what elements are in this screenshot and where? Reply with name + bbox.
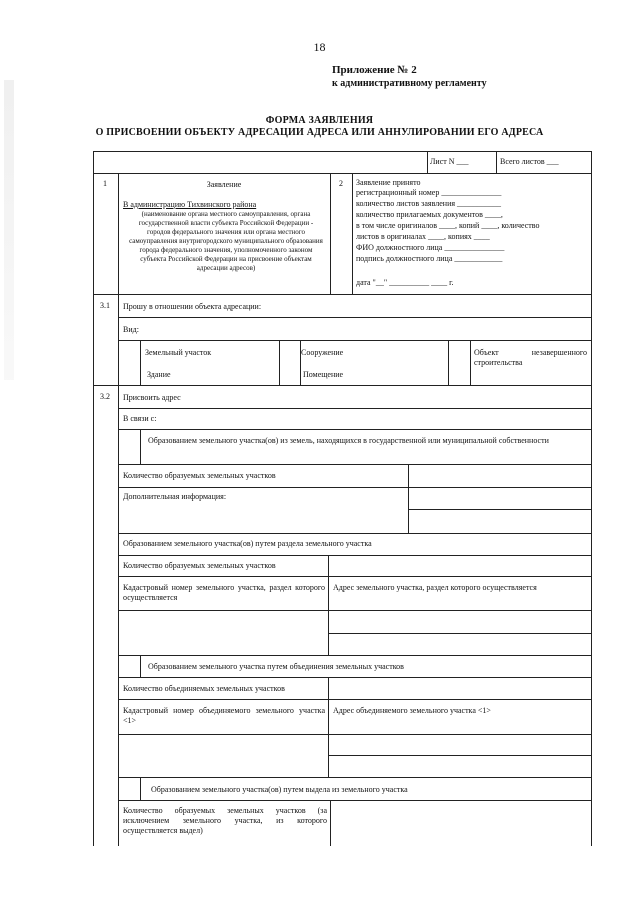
recipient-authority: В администрацию Тихвинского района (123, 200, 257, 209)
appendix-line-2: к административному регламенту (332, 78, 487, 89)
rule (93, 151, 94, 846)
count-merged-plots-label: Количество объединяемых земельных участков (123, 684, 285, 693)
rule (328, 677, 329, 777)
rule (118, 655, 592, 656)
reason-label: В связи с: (123, 414, 157, 423)
rule (118, 408, 592, 409)
rule (118, 800, 592, 801)
rule (118, 487, 592, 488)
rule (118, 317, 592, 318)
assign-address-label: Присвоить адрес (123, 393, 181, 402)
rule (591, 151, 592, 846)
count-formed-plots-label: Количество образуемых земельных участков (123, 471, 276, 480)
acceptance-date: дата "__" __________ ____ г. (356, 278, 454, 287)
rule (328, 755, 592, 756)
reason-formation-by-allocation: Образованием земельного участка(ов) путем выдела из земельного участка (151, 785, 408, 794)
reason-formation-from-lands: Образованием земельного участка(ов) из земель, находящихся в государственной или муниципальной собственности (148, 436, 549, 445)
section-1-number: 1 (103, 179, 107, 188)
rule (118, 734, 592, 735)
rule (140, 655, 141, 677)
rule (93, 385, 592, 386)
kind-label: Вид: (123, 325, 139, 334)
form-title-line-2: О ПРИСВОЕНИИ ОБЪЕКТУ АДРЕСАЦИИ АДРЕСА ИЛИ АННУЛИРОВАНИИ ЕГО АДРЕСА (95, 127, 544, 138)
additional-info-label: Дополнительная информация: (123, 492, 227, 501)
rule (93, 294, 592, 295)
rule (118, 576, 592, 577)
appendix-line-1: Приложение № 2 (332, 64, 417, 76)
option-unfinished-construction: Объект незавершенного строительства (474, 348, 587, 367)
acceptance-line: регистрационный номер _______________ (356, 188, 502, 197)
rule (300, 340, 301, 385)
rule (93, 151, 592, 152)
option-premises: Помещение (303, 370, 344, 379)
rule (352, 173, 353, 294)
form-title (0, 115, 639, 139)
option-building: Здание (147, 370, 171, 379)
recipient-authority-note: (наименование органа местного самоуправления, органа государственной власти субъекта Российской Федерации - городов федерального значения или органа местного самоуправления внутригородского муниципального образования города федерального значения, уполномоченного законом субъекта Российской Федерации на присвоение объектам адресации адресов) (129, 210, 323, 272)
reason-formation-by-merge: Образованием земельного участка путем объединения земельных участков (148, 662, 404, 671)
acceptance-line: листов в оригиналах ____, копиях ____ (356, 232, 490, 241)
rule (118, 610, 592, 611)
rule (118, 464, 592, 465)
acceptance-line: в том числе оригиналов ____, копий ____, количество (356, 221, 540, 230)
rule (330, 800, 331, 846)
address-merge-label: Адрес объединяемого земельного участка <1> (333, 706, 491, 715)
appendix-heading (332, 64, 487, 90)
cadastral-number-merge-label: Кадастровый номер объединяемого земельного участка <1> (123, 706, 325, 725)
rule (140, 340, 141, 385)
reason-formation-by-split: Образованием земельного участка(ов) путем раздела земельного участка (123, 539, 372, 548)
rule (427, 151, 428, 173)
acceptance-line: Заявление принято (356, 178, 421, 187)
rule (408, 464, 409, 533)
sheet-number-field: Лист N ___ (430, 157, 469, 166)
rule (140, 429, 141, 464)
rule (118, 555, 592, 556)
rule (118, 340, 592, 341)
section-3-1-number: 3.1 (100, 301, 110, 310)
rule (279, 340, 280, 385)
rule (93, 173, 592, 174)
form-title-line-1: ФОРМА ЗАЯВЛЕНИЯ (265, 115, 374, 126)
request-label: Прошу в отношении объекта адресации: (123, 302, 262, 311)
page-number: 18 (313, 40, 326, 54)
rule (118, 677, 592, 678)
rule (118, 429, 592, 430)
count-allocated-plots-label: Количество образуемых земельных участков (за исключением земельного участка, из которого осуществляется выдел) (123, 806, 327, 835)
rule (496, 151, 497, 173)
section-1-title: Заявление (206, 180, 242, 189)
section-2-number: 2 (339, 179, 343, 188)
rule (118, 699, 592, 700)
section-3-2-number: 3.2 (100, 392, 110, 401)
rule (328, 555, 329, 655)
cadastral-number-split-label: Кадастровый номер земельного участка, раздел которого осуществляется (123, 583, 325, 602)
acceptance-line: количество прилагаемых документов ____, (356, 210, 503, 219)
count-formed-plots-label-2: Количество образуемых земельных участков (123, 561, 276, 570)
option-land-plot: Земельный участок (145, 348, 212, 357)
rule (448, 340, 449, 385)
rule (118, 173, 119, 846)
rule (118, 777, 592, 778)
rule (470, 340, 471, 385)
acceptance-line: подпись должностного лица ____________ (356, 254, 503, 263)
total-sheets-field: Всего листов ___ (500, 157, 559, 166)
acceptance-line: количество листов заявления ___________ (356, 199, 502, 208)
option-structure: Сооружение (301, 348, 344, 357)
address-split-label: Адрес земельного участка, раздел которого осуществляется (333, 583, 537, 592)
rule (118, 533, 592, 534)
rule (408, 509, 592, 510)
acceptance-line: ФИО должностного лица _______________ (356, 243, 505, 252)
rule (330, 173, 331, 294)
rule (140, 777, 141, 800)
rule (328, 633, 592, 634)
